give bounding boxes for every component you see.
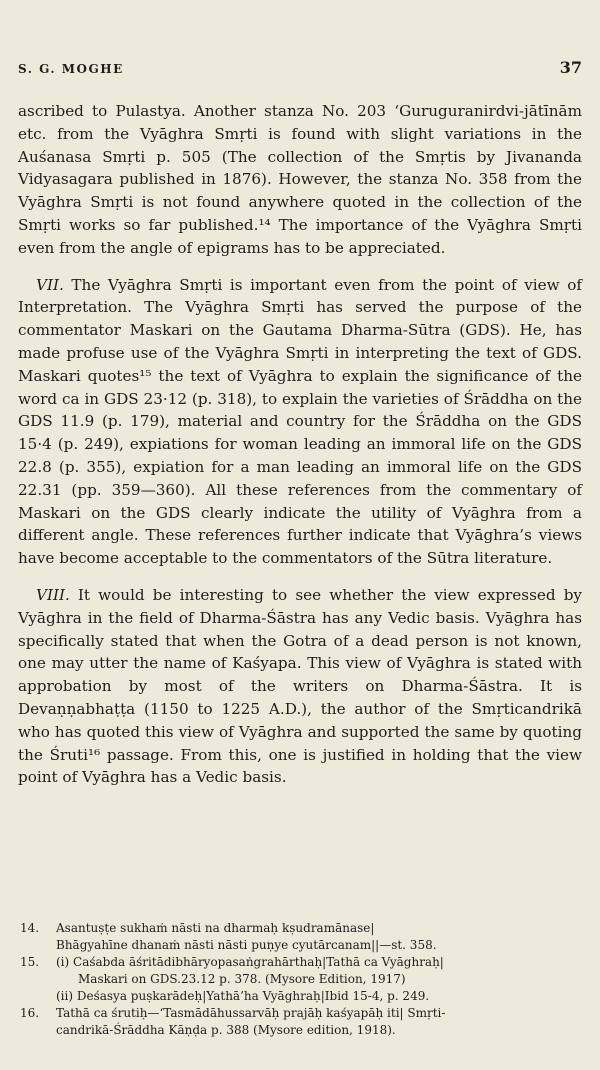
footnote-number: 15. [20, 955, 40, 969]
footnote-line: Asantuṣṭe sukhaṁ nāsti na dharmaḥ kṣudramānase| [56, 921, 375, 935]
section-number: VII. [36, 275, 64, 294]
footnote [18, 1005, 582, 1039]
footnotes [18, 920, 582, 1039]
paragraph-continuation [18, 100, 582, 260]
footnote-text [56, 920, 582, 954]
section-number: VIII. [36, 585, 70, 604]
footnote [18, 920, 582, 954]
footnote-number: 16. [20, 1006, 40, 1020]
paragraph-section-viii [18, 584, 582, 789]
paragraph-section-vii [18, 274, 582, 570]
page-number: 37 [559, 58, 582, 77]
footnote-text [56, 1005, 582, 1039]
paragraph-text: It would be interesting to see whether the view expressed by Vyāghra in the field of Dharma-Śāstra has any Vedic basis. Vyāghra has specifically stated that when the Gotra of a dead person is not known, one may utter the name of Kaśyapa. This view of Vyāghra is stated with approbation by most of the writers on Dharma-Śāstra. It is Devaṇṇabhaṭṭa (1150 to 1225 A.D.), the author of the Smṛticandrikā who has quoted this view of Vyāghra and supported the same by quoting the Śruti¹⁶ passage. From this, one is justified in holding that the view point of Vyāghra has a Vedic basis. [18, 585, 583, 787]
running-head-author: S. G. MOGHE [18, 62, 124, 76]
footnote [18, 954, 582, 1005]
footnote-line: Bhāgyahīne dhanaṁ nāsti nāsti puṇye cyutārcanam||—st. 358. [56, 938, 437, 952]
footnote-line: Tathā ca śrutiḥ—‘Tasmādāhussarvāḥ prajāḥ kaśyapāḥ iti| Smṛti- [56, 1006, 446, 1020]
running-head [18, 58, 582, 77]
paragraph-text: ascribed to Pulastya. Another stanza No. 203 ‘Guruguranirdvi-jātīnām etc. from the Vyāghra Smṛti is found with slight variations in the Auśanasa Smṛti p. 505 (The collection of the Smṛtis by Jivananda Vidyasagara published in 1876). However, the stanza No. 358 from the Vyāghra Smṛti is not found anywhere quoted in the collection of the Smṛti works so far published.¹⁴ The importance of the Vyāghra Smṛti even from the angle of epigrams has to be appreciated. [18, 102, 582, 257]
body-text [18, 100, 582, 789]
footnote-number: 14. [20, 921, 40, 935]
footnote-line: (i) Caśabda āśritādibhāryopasaṅgrahārthaḥ|Tathā ca Vyāghraḥ| [56, 955, 444, 969]
footnote-line: (ii) Deśasya puṣkarādeḥ|Yathā’ha Vyāghraḥ|Ibid 15-4, p. 249. [56, 989, 430, 1003]
footnote-text [56, 954, 582, 1005]
footnote-line: candrikā-Śrāddha Kāṇḍa p. 388 (Mysore edition, 1918). [56, 1023, 396, 1037]
paragraph-text: The Vyāghra Smṛti is important even from the point of view of Interpretation. The Vyāghra Smṛti has served the purpose of the commentator Maskari on the Gautama Dharma-Sūtra (GDS). He, has made profuse use of the Vyāghra Smṛti in interpreting the text of GDS. Maskari quotes¹⁵ the text of Vyāghra to explain the significance of the word ca in GDS 23·12 (p. 318), to explain the varieties of Śrāddha on the GDS 11.9 (p. 179), material and country for the Śrāddha on the GDS 15·4 (p. 249), expiations for woman leading an immoral life on the GDS 22.8 (p. 355), expiation for a man leading an immoral life on the GDS 22.31 (pp. 359—360). All these references from the commentary of Maskari on the GDS clearly indicate the utility of Vyāghra from a different angle. These references further indicate that Vyāghra’s views have become acceptable to the commentators of the Sūtra literature. [18, 275, 582, 568]
footnote-line: Maskari on GDS.23.12 p. 378. (Mysore Edition, 1917) [78, 972, 406, 986]
